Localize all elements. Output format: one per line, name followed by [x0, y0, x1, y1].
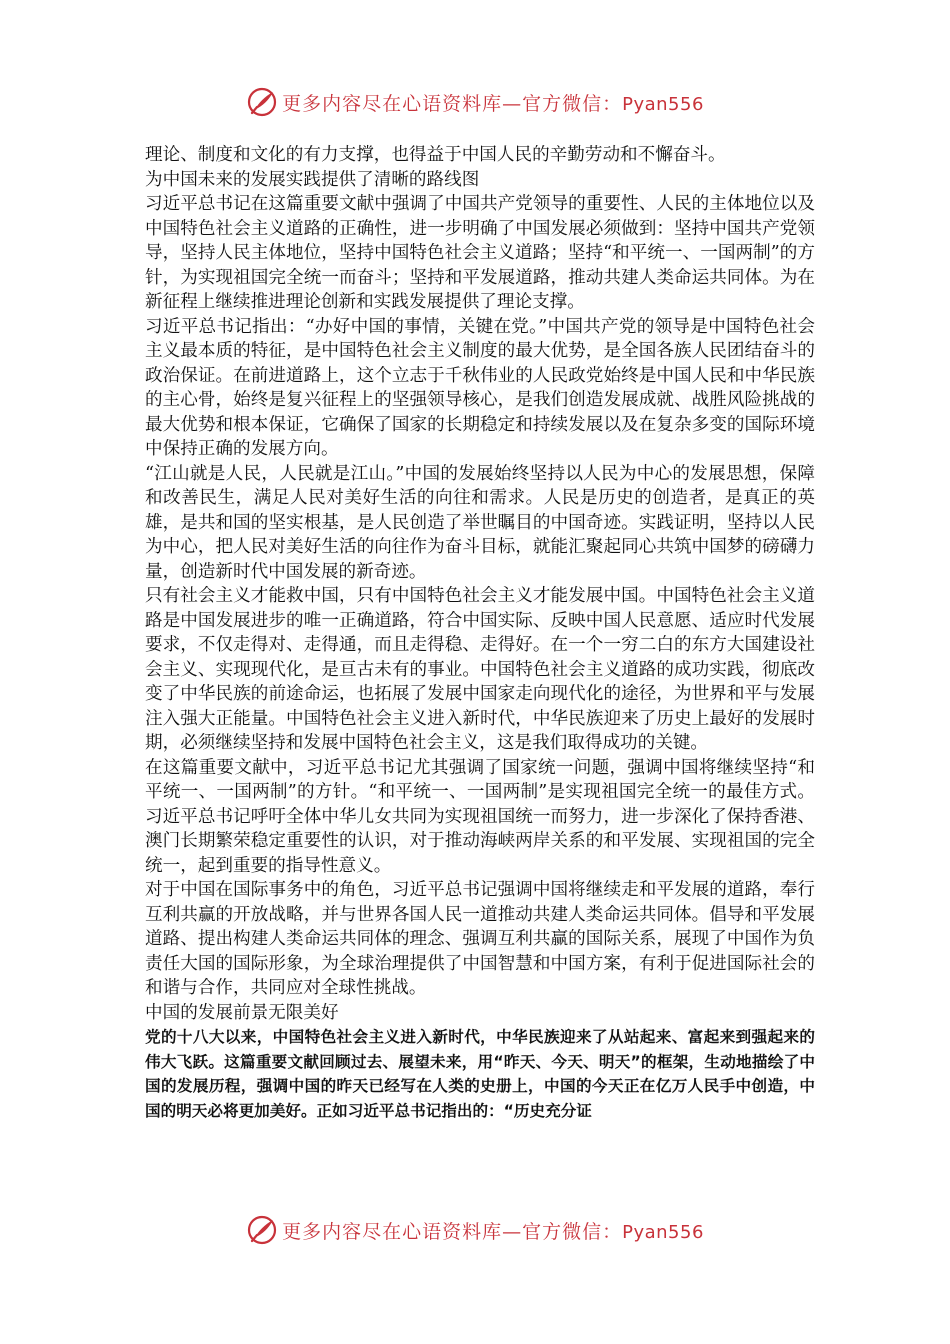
- banner-text: 更多内容尽在心语资料库—官方微信：Pyan556: [282, 92, 704, 115]
- paragraph: 对于中国在国际事务中的角色，习近平总书记强调中国将继续走和平发展的道路，奉行互利共赢的开放战略，并与世界各国人民一道推动共建人类命运共同体。倡导和平发展道路、提出构建人类命运共同体的理念、强调互利共赢的国际关系，展现了中国作为负责任大国的国际形象，为全球治理提供了中国智慧和中国方案，有利于促进国际社会的和谐与合作，共同应对全球性挑战。: [145, 880, 815, 998]
- wechat-id: Pyan556: [622, 1221, 704, 1243]
- banner-text: 更多内容尽在心语资料库—官方微信：Pyan556: [282, 1220, 704, 1243]
- quill-pen-icon: [246, 86, 278, 118]
- section-heading: 为中国未来的发展实践提供了清晰的路线图: [145, 169, 480, 190]
- paragraph: 习近平总书记在这篇重要文献中强调了中国共产党领导的重要性、人民的主体地位以及中国特色社会主义道路的正确性，进一步明确了中国发展必须做到：坚持中国共产党领导，坚持人民主体地位，坚持中国特色社会主义道路；坚持“和平统一、一国两制”的方针，为实现祖国完全统一而奋斗；坚持和平发展道路，推动共建人类命运共同体。为在新征程上继续推进理论创新和实践发展提供了理论支撑。: [145, 194, 815, 312]
- paragraph: “江山就是人民，人民就是江山。”中国的发展始终坚持以人民为中心的发展思想，保障和改善民生，满足人民对美好生活的向往和需求。人民是历史的创造者，是真正的英雄，是共和国的坚实根基，是人民创造了举世瞩目的中国奇迹。实践证明，坚持以人民为中心，把人民对美好生活的向往作为奋斗目标，就能汇聚起同心共筑中国梦的磅礴力量，创造新时代中国发展的新奇迹。: [145, 463, 815, 582]
- section-heading: 中国的发展前景无限美好: [145, 1002, 339, 1023]
- footer-banner: [0, 1210, 950, 1250]
- wechat-id: Pyan556: [622, 93, 704, 115]
- paragraph: 习近平总书记指出：“办好中国的事情，关键在党。”中国共产党的领导是中国特色社会主义最本质的特征，是中国特色社会主义制度的最大优势，是全国各族人民团结奋斗的政治保证。在前进道路上，这个立志于千秋伟业的人民政党始终是中国人民和中华民族的主心骨，始终是复兴征程上的坚强领导核心，是我们创造发展成就、战胜风险挑战的最大优势和根本保证，它确保了国家的长期稳定和持续发展以及在复杂多变的国际环境中保持正确的发展方向。: [145, 316, 815, 459]
- document-body: [145, 143, 815, 1123]
- quill-pen-icon: [246, 1214, 278, 1246]
- paragraph: 理论、制度和文化的有力支撑，也得益于中国人民的辛勤劳动和不懈奋斗。: [145, 145, 726, 165]
- paragraph-bold: 党的十八大以来，中国特色社会主义进入新时代，中华民族迎来了从站起来、富起来到强起来的伟大飞跃。这篇重要文献回顾过去、展望未来，用“昨天、今天、明天”的框架，生动地描绘了中国的发展历程，强调中国的昨天已经写在人类的史册上，中国的今天正在亿万人民手中创造，中国的明天必将更加美好。正如习近平总书记指出的：“历史充分证: [145, 1028, 815, 1120]
- header-banner: [0, 82, 950, 122]
- paragraph: 只有社会主义才能救中国，只有中国特色社会主义才能发展中国。中国特色社会主义道路是中国发展进步的唯一正确道路，符合中国实际、反映中国人民意愿、适应时代发展要求，不仅走得对、走得通，而且走得稳、走得好。在一个一穷二白的东方大国建设社会主义、实现现代化，是亘古未有的事业。中国特色社会主义道路的成功实践，彻底改变了中华民族的前途命运，也拓展了发展中国家走向现代化的途径，为世界和平与发展注入强大正能量。中国特色社会主义进入新时代，中华民族迎来了历史上最好的发展时期，必须继续坚持和发展中国特色社会主义，这是我们取得成功的关键。: [145, 586, 815, 753]
- paragraph: 在这篇重要文献中，习近平总书记尤其强调了国家统一问题，强调中国将继续坚持“和平统一、一国两制”的方针。“和平统一、一国两制”是实现祖国完全统一的最佳方式。习近平总书记呼吁全体中华儿女共同为实现祖国统一而努力，进一步深化了保持香港、澳门长期繁荣稳定重要性的认识，对于推动海峡两岸关系的和平发展、实现祖国的完全统一，起到重要的指导性意义。: [145, 757, 815, 876]
